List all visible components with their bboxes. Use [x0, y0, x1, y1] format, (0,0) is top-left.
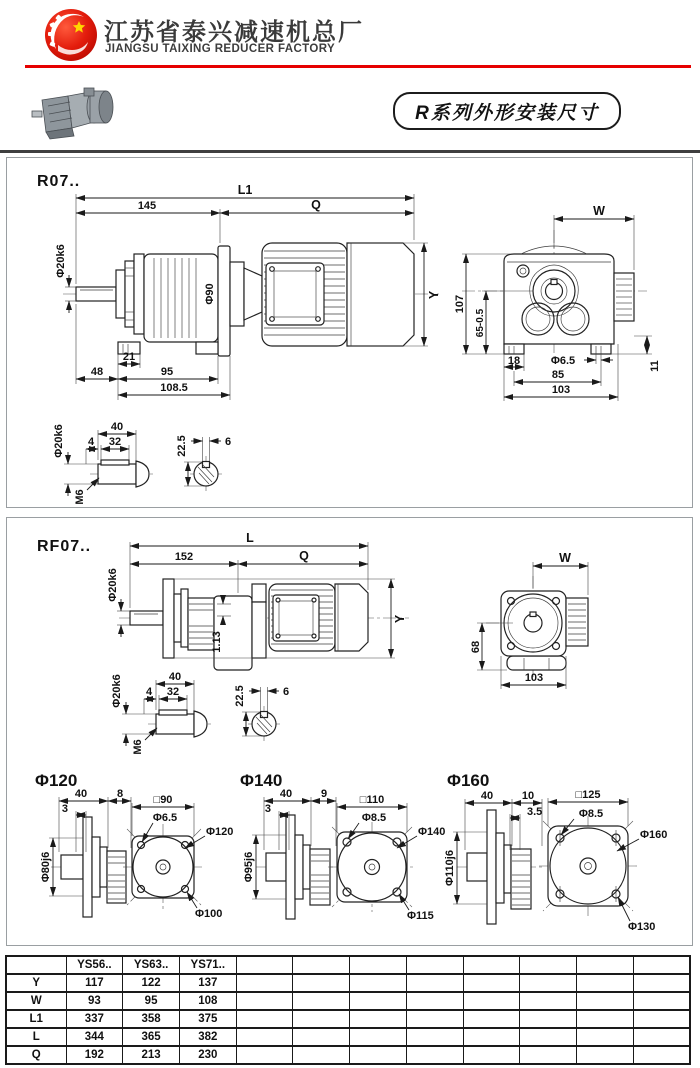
cell: 382 [179, 1028, 236, 1046]
r07-dim-65: 65-0.5 [475, 308, 486, 338]
flange-160-pitch: Φ130 [628, 921, 656, 933]
rf07-dim-103: 103 [524, 672, 544, 684]
r07-side-view [55, 183, 441, 400]
rf07-dim-q: Q [299, 549, 309, 563]
rf07-shaft-6: 6 [283, 686, 290, 698]
cell: 365 [123, 1028, 180, 1046]
r07-dim-q: Q [311, 198, 321, 212]
row-label: W [6, 992, 66, 1010]
table-header-row [6, 956, 690, 974]
rf07-shaft-m6: M6 [132, 739, 144, 755]
flange-140 [240, 771, 445, 922]
r07-shaft-detail [53, 421, 231, 505]
table-row-l [6, 1028, 690, 1046]
row-label: Q [6, 1046, 66, 1064]
flange-140-title: Φ140 [240, 771, 283, 790]
reducer-thumbnail [28, 84, 120, 142]
table-row-q [6, 1046, 690, 1064]
r07-dim-145: 145 [137, 200, 157, 212]
company-name-cn: 江苏省泰兴减速机总厂 [104, 19, 364, 46]
flange-160-hub: Φ110j6 [444, 850, 456, 886]
cell: 230 [179, 1046, 236, 1064]
flange-160-title: Φ160 [447, 771, 490, 790]
flange-140-40: 40 [279, 788, 293, 800]
rf07-shaft-22-5: 22.5 [234, 685, 246, 707]
company-name-en: JIANGSU TAIXING REDUCER FACTORY [105, 43, 336, 55]
cell: 358 [123, 1010, 180, 1028]
rf07-section [6, 517, 693, 946]
r07-dim-18: 18 [507, 355, 521, 367]
r07-dim-48: 48 [90, 366, 104, 378]
r07-dim-11: 11 [649, 360, 661, 372]
cell: 95 [123, 992, 180, 1010]
r07-dim-21: 21 [122, 351, 136, 363]
cell: 192 [66, 1046, 123, 1064]
col-header-ys71: YS71.. [179, 956, 236, 974]
flange-160-10: 10 [521, 790, 535, 802]
rf07-drawing [7, 518, 692, 945]
flange-140-outer: Φ140 [418, 826, 446, 838]
r07-dim-y: Y [427, 290, 441, 300]
r07-dim-w: W [593, 204, 605, 218]
table-row-l1 [6, 1010, 690, 1028]
flange-140-3: 3 [264, 803, 271, 815]
table-row-w [6, 992, 690, 1010]
flange-120-8: 8 [116, 788, 124, 800]
rf07-dim-y: Y [393, 614, 407, 624]
cell: 213 [123, 1046, 180, 1064]
cell: 117 [66, 974, 123, 992]
flange-120-square: □90 [153, 794, 173, 806]
r07-shaft-32: 32 [108, 436, 122, 448]
cell: 337 [66, 1010, 123, 1028]
row-label: L1 [6, 1010, 66, 1028]
r07-dim-108-5: 108.5 [160, 382, 188, 394]
rf07-shaft-dia-label: Φ20k6 [111, 674, 123, 708]
r07-section [6, 157, 693, 508]
rf07-dim-w: W [559, 551, 571, 565]
flange-140-hub: Φ95j6 [243, 851, 255, 883]
rf07-dim-shaft-dia: Φ20k6 [107, 568, 119, 602]
dimension-table [5, 955, 691, 1065]
flange-160-hole: Φ8.5 [578, 808, 604, 820]
cell: 137 [179, 974, 236, 992]
flange-120-3: 3 [61, 803, 68, 815]
corner-cell [6, 956, 66, 974]
flange-120-outer: Φ120 [206, 826, 234, 838]
r07-dim-dia90: Φ90 [204, 283, 216, 305]
cell: 93 [66, 992, 123, 1010]
flange-140-hole: Φ8.5 [361, 812, 387, 824]
r07-dim-95: 95 [160, 366, 174, 378]
table-row-y [6, 974, 690, 992]
cell: 108 [179, 992, 236, 1010]
r07-shaft-m6: M6 [74, 489, 86, 505]
rf07-end-view [470, 551, 588, 689]
r07-shaft-40: 40 [110, 421, 124, 433]
flange-120-pitch: Φ100 [195, 908, 223, 920]
flange-160-40: 40 [480, 790, 494, 802]
rf07-shaft-detail [111, 671, 289, 755]
r07-shaft-6: 6 [225, 436, 232, 448]
rf07-shaft-40: 40 [168, 671, 182, 683]
flange-120-40: 40 [74, 788, 88, 800]
rf07-side-view [107, 531, 409, 670]
red-divider [25, 65, 691, 68]
rf07-shaft-4: 4 [145, 686, 153, 698]
rf07-dim-68: 68 [470, 640, 482, 654]
r07-dim-85: 85 [551, 369, 565, 381]
r07-shaft-dia-label: Φ20k6 [53, 424, 65, 458]
series-badge: R系列外形安装尺寸 [393, 92, 621, 130]
cell: 344 [66, 1028, 123, 1046]
company-logo [42, 6, 100, 64]
flange-120-title: Φ120 [35, 771, 78, 790]
row-label: Y [6, 974, 66, 992]
flange-160 [444, 771, 667, 933]
col-header-ys63: YS63.. [123, 956, 180, 974]
flange-160-square: □125 [575, 789, 601, 801]
flange-140-9: 9 [320, 788, 328, 800]
r07-drawing [7, 158, 692, 507]
flange-120-hub: Φ80j6 [40, 851, 52, 883]
flange-120-hole: Φ6.5 [152, 812, 178, 824]
r07-dim-hole: Φ6.5 [550, 355, 576, 367]
flange-120 [35, 771, 233, 920]
r07-dim-l1: L1 [237, 183, 253, 197]
r07-dim-103: 103 [551, 384, 571, 396]
rf07-dim-1-13: 1.13 [211, 631, 223, 653]
r07-shaft-22-5: 22.5 [176, 435, 188, 457]
flange-140-square: □110 [359, 794, 385, 806]
rf07-title: RF07.. [37, 538, 92, 555]
r07-end-view [454, 204, 661, 401]
r07-shaft-4: 4 [87, 436, 95, 448]
section-divider [0, 150, 700, 153]
flange-160-3-5: 3.5 [527, 806, 543, 818]
flange-160-outer: Φ160 [640, 829, 668, 841]
r07-dim-shaft-dia: Φ20k6 [55, 244, 67, 278]
r07-dim-107: 107 [454, 294, 466, 314]
r07-title: R07.. [37, 173, 81, 190]
cell: 375 [179, 1010, 236, 1028]
row-label: L [6, 1028, 66, 1046]
rf07-shaft-32: 32 [166, 686, 180, 698]
col-header-ys56: YS56.. [66, 956, 123, 974]
flange-140-pitch: Φ115 [407, 910, 434, 922]
rf07-dim-l: L [246, 531, 254, 545]
cell: 122 [123, 974, 180, 992]
rf07-dim-152: 152 [174, 551, 194, 563]
